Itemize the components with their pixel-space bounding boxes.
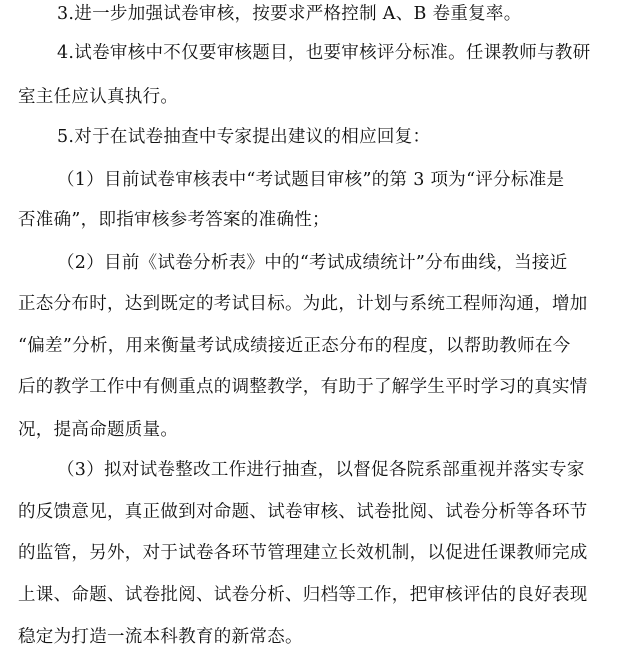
sub-2-line-3: “偏差”分析，用来衡量考试成绩接近正态分布的程度，以帮助教师在今 bbox=[18, 336, 571, 356]
sub-3-line-3: 的监管，另外，对于试卷各环节管理建立长效机制，以促进任课教师完成 bbox=[18, 543, 588, 563]
sub-1-line-1: （1）目前试卷审核表中“考试题目审核”的第 3 项为“评分标准是 bbox=[57, 170, 565, 190]
sub-2-line-2: 正态分布时，达到既定的考试目标。为此，计划与系统工程师沟通，增加 bbox=[18, 294, 588, 314]
item-5-line-1: 5.对于在试卷抽查中专家提出建议的相应回复： bbox=[57, 127, 431, 147]
item-3-line-1: 3.进一步加强试卷审核，按要求严格控制 A、B 卷重复率。 bbox=[57, 4, 522, 24]
sub-2-line-5: 况，提高命题质量。 bbox=[18, 420, 179, 440]
item-4-line-1: 4.试卷审核中不仅要审核题目，也要审核评分标准。任课教师与教研 bbox=[57, 43, 591, 63]
sub-2-line-4: 后的教学工作中有侧重点的调整教学，有助于了解学生平时学习的真实情 bbox=[18, 377, 588, 397]
sub-3-line-4: 上课、命题、试卷批阅、试卷分析、归档等工作，把审核评估的良好表现 bbox=[18, 585, 588, 605]
sub-3-line-1: （3）拟对试卷整改工作进行抽查，以督促各院系部重视并落实专家 bbox=[57, 460, 585, 480]
sub-2-line-1: （2）目前《试卷分析表》中的“考试成绩统计”分布曲线，当接近 bbox=[57, 253, 568, 273]
sub-3-line-5: 稳定为打造一流本科教育的新常态。 bbox=[18, 627, 303, 647]
item-4-line-2: 室主任应认真执行。 bbox=[18, 87, 179, 107]
sub-1-line-2: 否准确”，即指审核参考答案的准确性； bbox=[18, 210, 330, 230]
sub-3-line-2: 的反馈意见，真正做到对命题、试卷审核、试卷批阅、试卷分析等各环节 bbox=[18, 502, 588, 522]
